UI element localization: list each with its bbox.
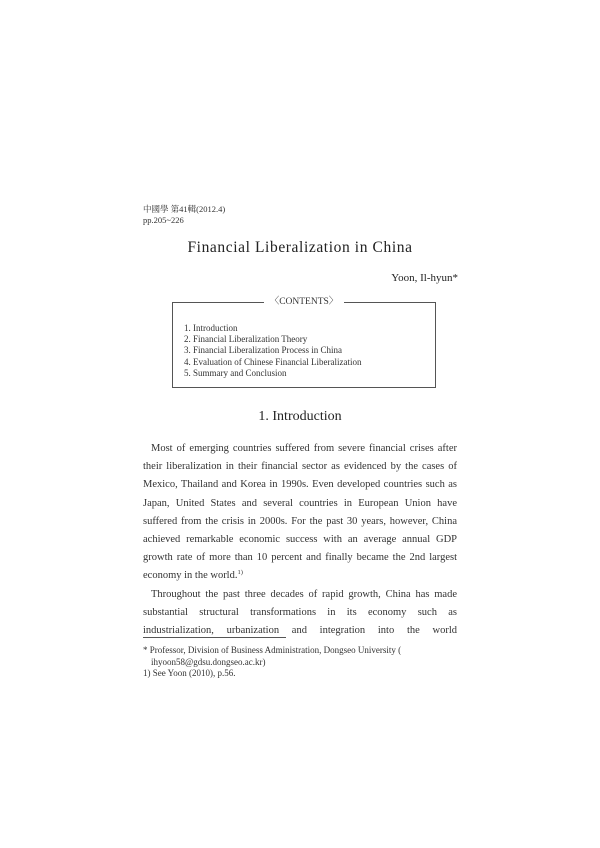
contents-item: 2. Financial Liberalization Theory — [184, 334, 308, 345]
author-footnote: * Professor, Division of Business Administration, Dongseo University ( — [143, 645, 402, 655]
footnote-mark: 1) — [237, 569, 243, 577]
paragraph-text: Most of emerging countries suffered from severe financial crises after their liberalization in their financial sector as evidenced by the cases of Mexico, Thailand and Korea in 1990s. Even developed countries such as Japan, United States and several countries in European Union have suffered from the crisis in 2000s. For the past 30 years, however, China achieved remarkable economic success with an average annual GDP growth rate of more than 10 percent and finally became the 2nd largest economy in the world. — [143, 443, 457, 582]
footnote-divider — [143, 637, 286, 638]
contents-heading: 〈CONTENTS〉 — [264, 297, 345, 307]
contents-box — [172, 297, 436, 388]
journal-pages: pp.205~226 — [143, 215, 184, 225]
author-email: ihyoon58@gdsu.dongseo.ac.kr) — [151, 656, 266, 667]
contents-item: 1. Introduction — [184, 323, 238, 333]
contents-item: 3. Financial Liberalization Process in China — [184, 345, 342, 356]
paragraph-text: Throughout the past three decades of rapid growth, China has made substantial structural transformations in its economy such as industrialization, urbanization and integration into the world — [143, 588, 457, 637]
contents-item: 5. Summary and Conclusion — [184, 367, 287, 378]
body-paragraph — [143, 440, 457, 586]
journal-volume: 中國學 第41輯(2012.4) — [143, 204, 226, 214]
author-name: Yoon, Il-hyun* — [391, 272, 458, 284]
contents-item: 4. Evaluation of Chinese Financial Liberalization — [184, 356, 362, 367]
footnotes — [143, 645, 457, 680]
journal-citation — [143, 204, 225, 226]
section-heading: 1. Introduction — [258, 409, 342, 424]
body-paragraph — [143, 586, 457, 641]
contents-list — [184, 323, 361, 379]
body-text — [143, 440, 457, 640]
footnote-1: 1) See Yoon (2010), p.56. — [143, 668, 236, 678]
paper-title: Financial Liberalization in China — [187, 239, 413, 256]
